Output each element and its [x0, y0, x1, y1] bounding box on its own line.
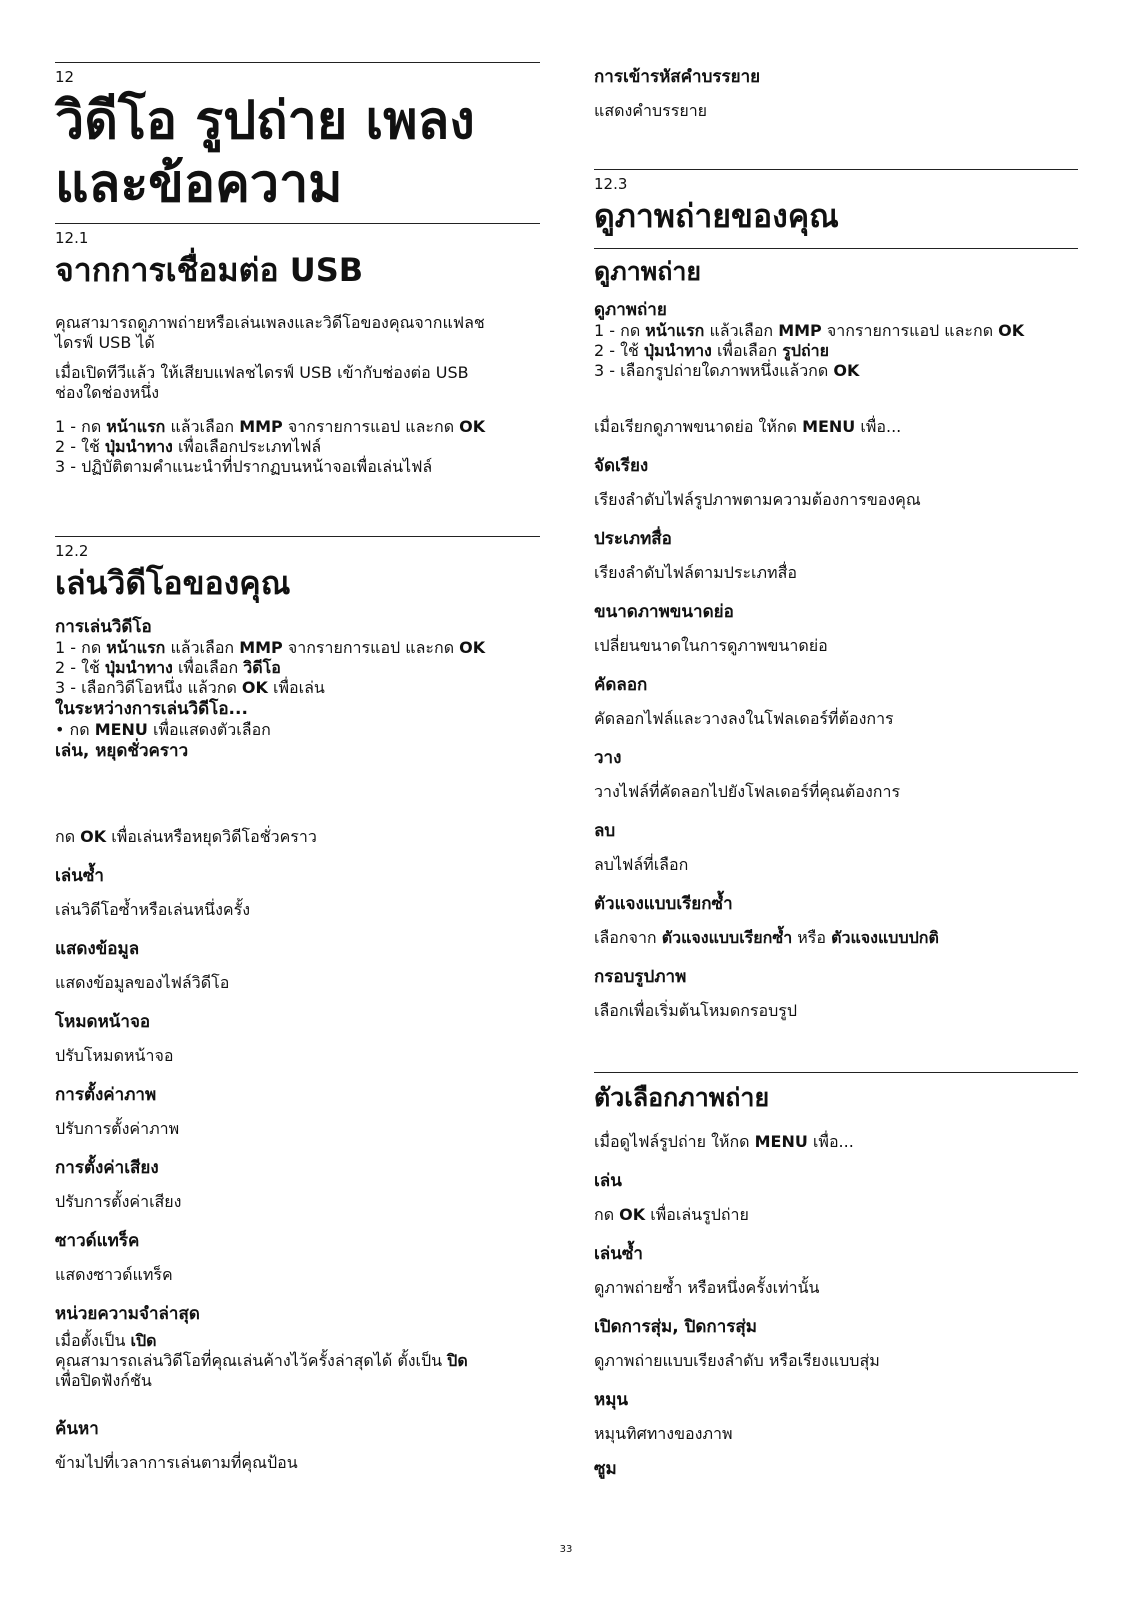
page-number: 33 — [559, 1544, 573, 1555]
heading: ดูภาพถ่าย — [594, 300, 667, 320]
heading: หมุน — [594, 1390, 629, 1410]
text-line: คุณสามารถเล่นวิดีโอที่คุณเล่นค้างไว้ครั้งล่าสุดได้ ตั้งเป็น ปิด — [55, 1351, 468, 1370]
paragraph — [55, 1331, 540, 1391]
paragraph — [55, 363, 540, 403]
section-number: 12.2 — [55, 542, 89, 560]
step-2: 2 - ใช้ ปุ่มนำทาง เพื่อเลือก วิดีโอ — [55, 658, 281, 677]
heading: ประเภทสื่อ — [594, 529, 672, 549]
sub-section-photo-options — [594, 1072, 1078, 1113]
heading: การตั้งค่าภาพ — [55, 1085, 157, 1105]
heading: เล่นซ้ำ — [55, 866, 104, 886]
paragraph — [55, 313, 540, 353]
chapter-header — [55, 62, 540, 216]
heading: วาง — [594, 748, 622, 768]
text-line: กด OK เพื่อเล่นหรือหยุดวิดีโอชั่วคราว — [55, 827, 317, 846]
text-line: เลือกจาก ตัวแจงแบบเรียกซ้ำ หรือ ตัวแจงแบบปกติ — [594, 928, 939, 947]
chapter-title-line1: วิดีโอ รูปถ่าย เพลง — [55, 91, 475, 151]
heading: ค้นหา — [55, 1419, 99, 1439]
step-1: 1 - กด หน้าแรก แล้วเลือก MMP จากรายการแอป และกด OK — [55, 638, 486, 657]
text-line: ดูภาพถ่ายซ้ำ หรือหนึ่งครั้งเท่านั้น — [594, 1278, 820, 1297]
text-line: ปรับโหมดหน้าจอ — [55, 1046, 174, 1065]
step-1: 1 - กด หน้าแรก แล้วเลือก MMP จากรายการแอป และกด OK — [55, 417, 486, 436]
heading: เล่น, หยุดชั่วคราว — [55, 741, 189, 761]
text-line: เพื่อปิดฟังก์ชัน — [55, 1371, 152, 1390]
heading: จัดเรียง — [594, 456, 649, 476]
heading: โหมดหน้าจอ — [55, 1012, 151, 1032]
step-2: 2 - ใช้ ปุ่มนำทาง เพื่อเลือก รูปถ่าย — [594, 341, 830, 360]
heading: แสดงข้อมูล — [55, 939, 140, 959]
heading: ลบ — [594, 821, 616, 841]
text-line: แสดงข้อมูลของไฟล์วิดีโอ — [55, 973, 230, 992]
bullet: • กด MENU เพื่อแสดงตัวเลือก — [55, 720, 271, 739]
text-line: ไดรฟ์ USB ได้ — [55, 333, 155, 352]
section-title: เล่นวิดีโอของคุณ — [55, 564, 291, 602]
view-photos-block — [594, 299, 1078, 381]
sub-section-title: ตัวเลือกภาพถ่าย — [594, 1083, 770, 1112]
text-line: เมื่อตั้งเป็น เปิด — [55, 1331, 157, 1350]
text-line: เล่นวิดีโอซ้ำหรือเล่นหนึ่งครั้ง — [55, 900, 250, 919]
text-line: ข้ามไปที่เวลาการเล่นตามที่คุณป้อน — [55, 1453, 298, 1472]
text-line: เรียงลำดับไฟล์ตามประเภทสื่อ — [594, 563, 797, 582]
step-3: 3 - ปฏิบัติตามคำแนะนำที่ปรากฏบนหน้าจอเพื่อเล่นไฟล์ — [55, 457, 433, 476]
text-line: เมื่อดูไฟล์รูปถ่าย ให้กด MENU เพื่อ... — [594, 1132, 854, 1151]
text-line: ช่องใดช่องหนึ่ง — [55, 383, 160, 402]
heading: เล่นซ้ำ — [594, 1244, 643, 1264]
heading: ในระหว่างการเล่นวิดีโอ... — [55, 699, 248, 719]
heading: การเข้ารหัสคำบรรยาย — [594, 67, 761, 87]
heading: หน่วยความจำล่าสุด — [55, 1304, 200, 1324]
text-line: ลบไฟล์ที่เลือก — [594, 855, 689, 874]
section-number: 12.3 — [594, 175, 628, 193]
text-line: กด OK เพื่อเล่นรูปถ่าย — [594, 1205, 749, 1224]
text-line: แสดงคำบรรยาย — [594, 101, 708, 120]
steps-list — [55, 417, 540, 477]
heading: เล่น — [594, 1171, 622, 1191]
heading: กรอบรูปภาพ — [594, 967, 687, 987]
section-title: จากการเชื่อมต่อ USB — [55, 251, 364, 289]
text-line: เมื่อเรียกดูภาพขนาดย่อ ให้กด MENU เพื่อ... — [594, 417, 902, 436]
chapter-number: 12 — [55, 68, 75, 86]
heading: ขนาดภาพขนาดย่อ — [594, 602, 734, 622]
text-line: คัดลอกไฟล์และวางลงในโฟลเดอร์ที่ต้องการ — [594, 709, 894, 728]
heading: ตัวแจงแบบเรียกซ้ำ — [594, 894, 733, 914]
text-line: ดูภาพถ่ายแบบเรียงลำดับ หรือเรียงแบบสุ่ม — [594, 1351, 880, 1370]
section-title: ดูภาพถ่ายของคุณ — [594, 197, 839, 235]
section-12-3 — [594, 169, 1078, 235]
heading: ซาวด์แทร็ค — [55, 1231, 140, 1251]
text-line: ปรับการตั้งค่าภาพ — [55, 1119, 180, 1138]
heading: การตั้งค่าเสียง — [55, 1158, 159, 1178]
step-3: 3 - เลือกรูปถ่ายใดภาพหนึ่งแล้วกด OK — [594, 361, 860, 380]
chapter-title-line2: และข้อความ — [55, 154, 343, 214]
section-12-1 — [55, 223, 540, 477]
step-2: 2 - ใช้ ปุ่มนำทาง เพื่อเลือกประเภทไฟล์ — [55, 437, 322, 456]
text-line: คุณสามารถดูภาพถ่ายหรือเล่นเพลงและวิดีโอของคุณจากแฟลช — [55, 313, 485, 332]
text-line: ปรับการตั้งค่าเสียง — [55, 1192, 182, 1211]
text-line: เรียงลำดับไฟล์รูปภาพตามความต้องการของคุณ — [594, 490, 921, 509]
text-line: หมุนทิศทางของภาพ — [594, 1424, 733, 1443]
heading: การเล่นวิดีโอ — [55, 617, 152, 637]
step-3: 3 - เลือกวิดีโอหนึ่ง แล้วกด OK เพื่อเล่น — [55, 678, 325, 697]
chapter-title — [55, 90, 540, 216]
heading: คัดลอก — [594, 675, 648, 695]
sub-section-view-photos — [594, 248, 1078, 381]
text-line: เปลี่ยนขนาดในการดูภาพขนาดย่อ — [594, 636, 828, 655]
play-video-block — [55, 616, 540, 762]
text-line: วางไฟล์ที่คัดลอกไปยังโฟลเดอร์ที่คุณต้องการ — [594, 782, 901, 801]
heading: เปิดการสุ่ม, ปิดการสุ่ม — [594, 1317, 757, 1337]
text-line: แสดงซาวด์แทร็ค — [55, 1265, 173, 1284]
step-1: 1 - กด หน้าแรก แล้วเลือก MMP จากรายการแอป และกด OK — [594, 321, 1025, 340]
section-number: 12.1 — [55, 229, 89, 247]
text-line: เลือกเพื่อเริ่มต้นโหมดกรอบรูป — [594, 1001, 798, 1020]
heading: ซูม — [594, 1459, 617, 1479]
section-12-2 — [55, 536, 540, 762]
text-line: เมื่อเปิดทีวีแล้ว ให้เสียบแฟลชไดรฟ์ USB เข้ากับช่องต่อ USB — [55, 363, 469, 382]
sub-section-title: ดูภาพถ่าย — [594, 257, 702, 286]
